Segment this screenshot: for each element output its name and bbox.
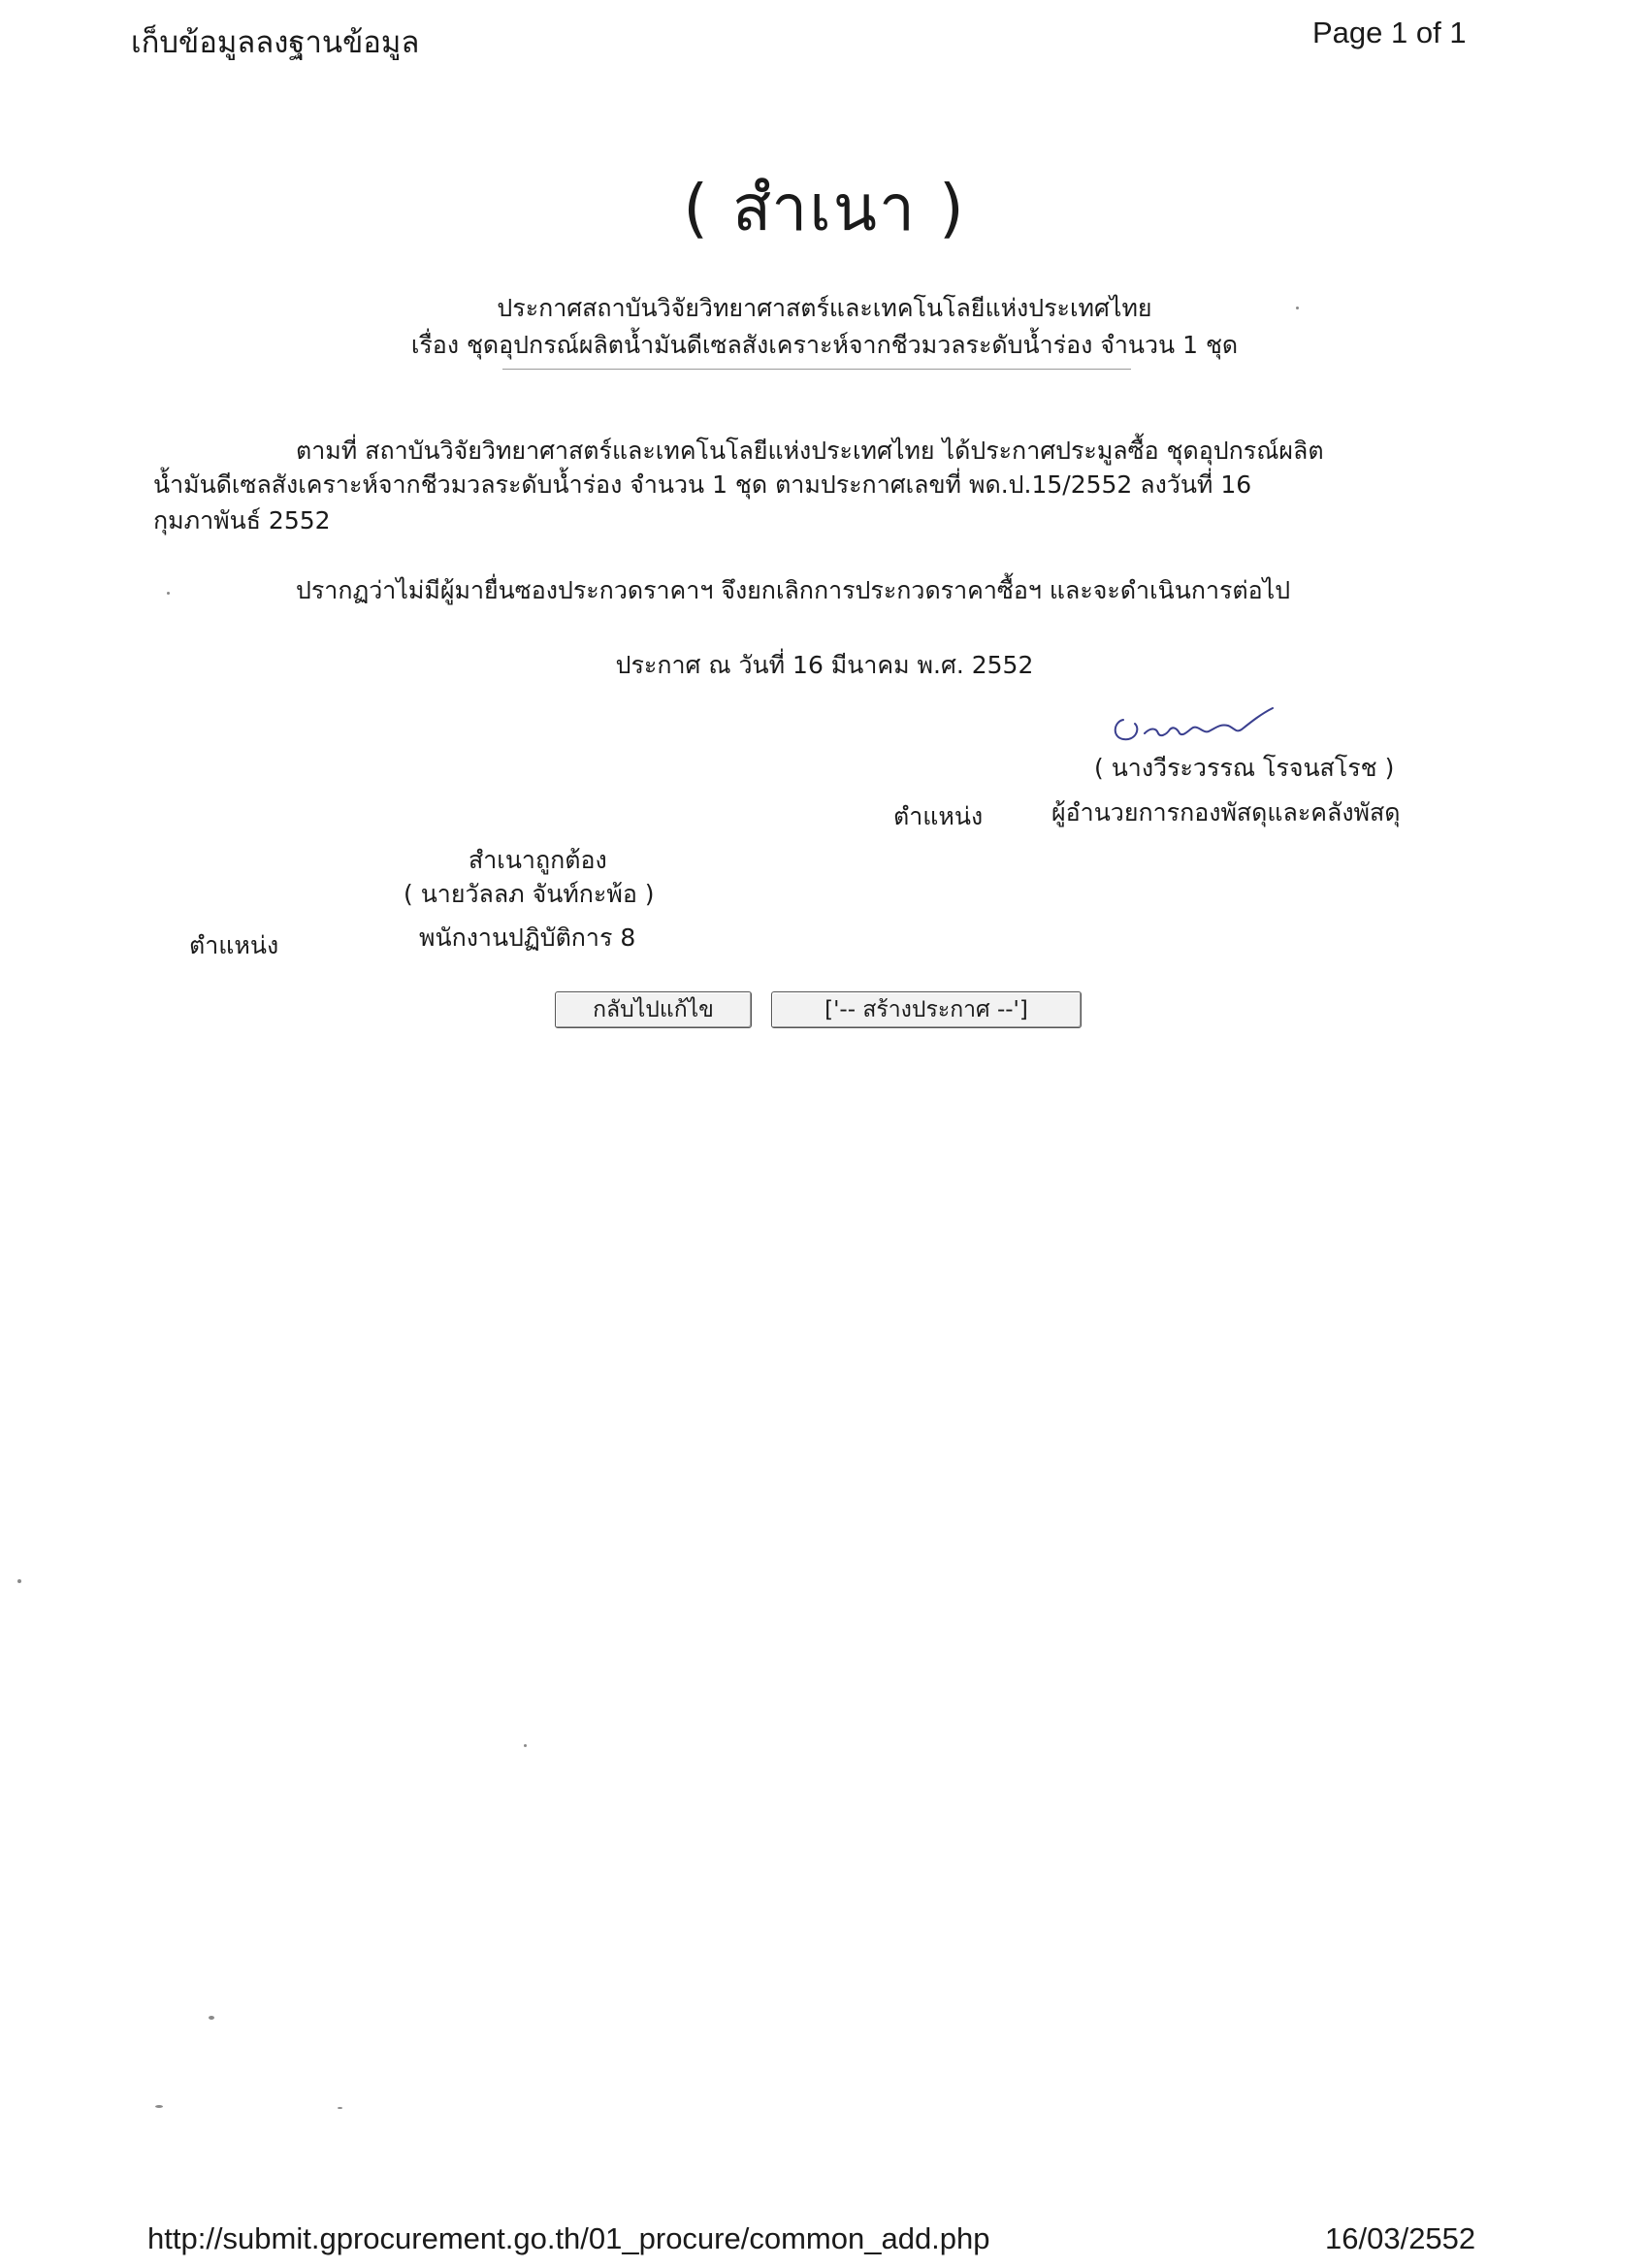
certifier-name: ( นายวัลลภ จันท์กะพ้อ ): [404, 880, 655, 908]
body-paragraph1-line3: กุมภาพันธ์ 2552: [153, 506, 331, 535]
copy-title: ( สำเนา ): [683, 171, 966, 245]
create-announcement-button[interactable]: ['-- สร้างประกาศ --']: [771, 991, 1082, 1028]
back-to-edit-button[interactable]: กลับไปแก้ไข: [555, 991, 752, 1028]
body-paragraph1-line1: ตามที่ สถาบันวิจัยวิทยาศาสตร์และเทคโนโลยีแห่งประเทศไทย ได้ประกาศประมูลซื้อ ชุดอุปกรณ์ผลิต: [296, 437, 1324, 465]
announcement-heading-line2: เรื่อง ชุดอุปกรณ์ผลิตน้ำมันดีเซลสังเคราะห์จากชีวมวลระดับน้ำร่อง จำนวน 1 ชุด: [410, 331, 1239, 359]
handwritten-signature: [1106, 700, 1280, 749]
scan-speck: [167, 592, 170, 595]
certifier-position: พนักงานปฏิบัติการ 8: [419, 923, 636, 952]
signer-name: ( นางวีระวรรณ โรจนสโรช ): [1094, 754, 1395, 782]
certifier-position-label: ตำแหน่ง: [189, 931, 279, 959]
scan-speck: [17, 1579, 21, 1583]
signer-position-label: ตำแหน่ง: [893, 802, 984, 830]
print-header-page-number: Page 1 of 1: [1312, 16, 1467, 49]
announcement-date: ประกาศ ณ วันที่ 16 มีนาคม พ.ศ. 2552: [615, 651, 1034, 679]
scan-speck: [338, 2107, 342, 2109]
scan-speck: [155, 2105, 163, 2108]
body-paragraph1-line2: น้ำมันดีเซลสังเคราะห์จากชีวมวลระดับน้ำร่อง จำนวน 1 ชุด ตามประกาศเลขที่ พด.ป.15/2552 ลงวันที่ 16: [153, 470, 1252, 499]
print-header-title: เก็บข้อมูลลงฐานข้อมูล: [131, 25, 420, 60]
announcement-heading-line1: ประกาศสถาบันวิจัยวิทยาศาสตร์และเทคโนโลยีแห่งประเทศไทย: [497, 294, 1152, 322]
print-footer-date: 16/03/2552: [1325, 2221, 1476, 2255]
scan-speck: [1296, 307, 1299, 309]
certified-copy-label: สำเนาถูกต้อง: [469, 846, 607, 874]
scan-speck: [524, 1744, 527, 1747]
print-footer-url: http://submit.gprocurement.go.th/01_procure/common_add.php: [147, 2221, 990, 2255]
signer-position: ผู้อำนวยการกองพัสดุและคลังพัสดุ: [1051, 798, 1401, 826]
scan-speck: [209, 2016, 214, 2020]
heading-underline: [502, 369, 1131, 370]
body-paragraph2: ปรากฏว่าไม่มีผู้มายื่นซองประกวดราคาฯ จึงยกเลิกการประกวดราคาซื้อฯ และจะดำเนินการต่อไป: [296, 576, 1291, 604]
